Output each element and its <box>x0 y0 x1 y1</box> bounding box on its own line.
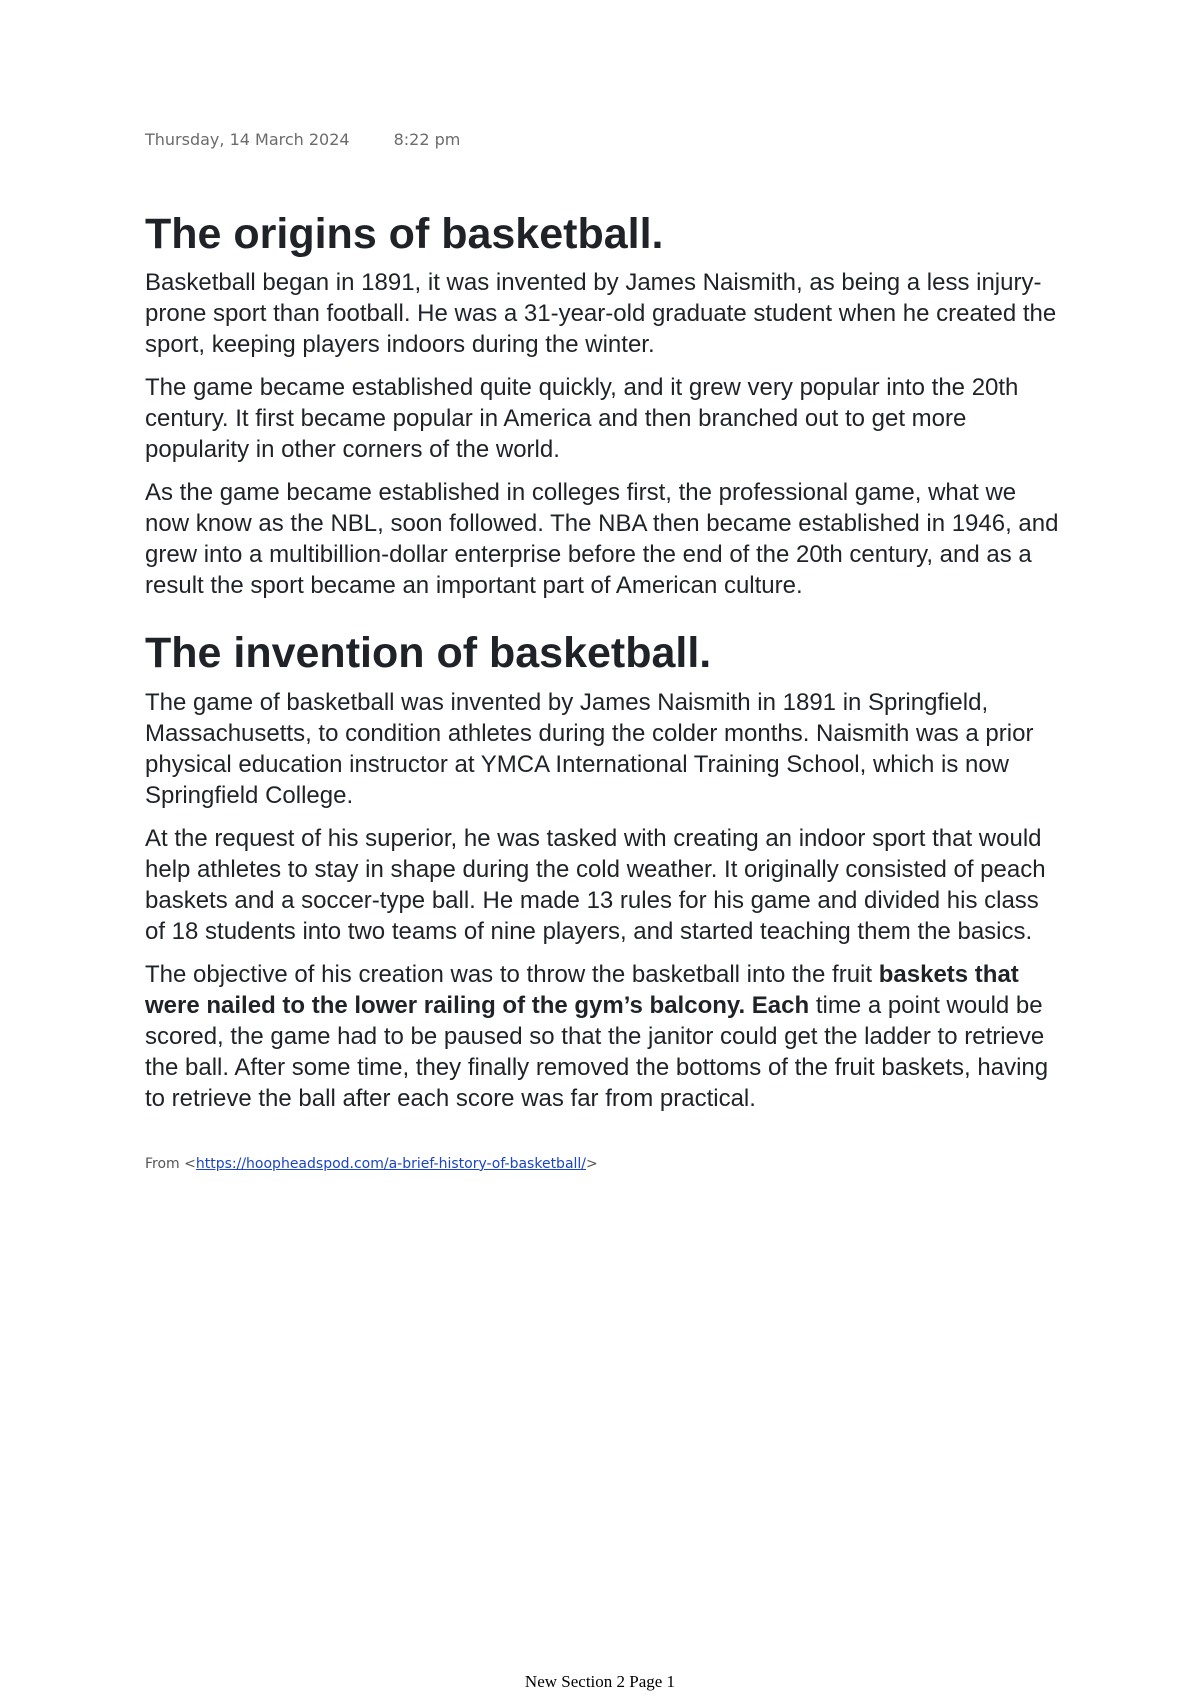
note-date: Thursday, 14 March 2024 <box>145 130 350 149</box>
paragraph: At the request of his superior, he was tasked with creating an indoor sport that would help athletes to stay in shape during the cold weather. It originally consisted of peach baskets and a soccer-type ball. He made 13 rules for his game and divided his class of 18 students into two teams of nine players, and started teaching them the basics. <box>145 824 1046 945</box>
text-run: time a point would be scored, the game had to be paused so that the janitor could get the ladder to retrieve the ball. After some time, they finally removed the bottoms of the fruit baskets, having to retrieve the ball after each score was far from practical. <box>145 991 1049 1112</box>
paragraph: The game became established quite quickly, and it grew very popular into the 20th century. It first became popular in America and then branched out to get more popularity in other corners of the world. <box>145 374 1019 464</box>
bold-text-run: baskets that were nailed to the lower railing of the gym’s balcony. Each <box>145 960 1019 1019</box>
paragraph-objective <box>145 959 1065 1114</box>
note-time: 8:22 pm <box>393 130 461 149</box>
source-suffix: > <box>586 1155 598 1172</box>
note-content <box>145 210 1065 1172</box>
heading-origins: The origins of basketball. <box>145 210 664 258</box>
paragraph: As the game became established in colleges first, the professional game, what we now know as the NBL, soon followed. The NBA then became established in 1946, and grew into a multibillion-dollar enterprise before the end of the 20th century, and as a result the sport became an important part of American culture. <box>145 479 1059 600</box>
paragraph: The game of basketball was invented by James Naismith in 1891 in Springfield, Massachusetts, to condition athletes during the colder months. Naismith was a prior physical education instructor at YMCA International Training School, which is now Springfield College. <box>145 688 1034 809</box>
paragraph: Basketball began in 1891, it was invented by James Naismith, as being a less injury-prone sport than football. He was a 31-year-old graduate student when he created the sport, keeping players indoors during the winter. <box>145 269 1057 359</box>
source-link[interactable]: https://hoopheadspod.com/a-brief-history-of-basketball/ <box>195 1155 587 1172</box>
note-timestamp <box>145 130 460 149</box>
page-footer: New Section 2 Page 1 <box>524 1672 676 1691</box>
source-citation <box>145 1156 1065 1172</box>
heading-invention: The invention of basketball. <box>145 629 712 678</box>
text-run: The objective of his creation was to throw the basketball into the fruit <box>145 960 879 988</box>
source-prefix: From < <box>145 1155 196 1172</box>
